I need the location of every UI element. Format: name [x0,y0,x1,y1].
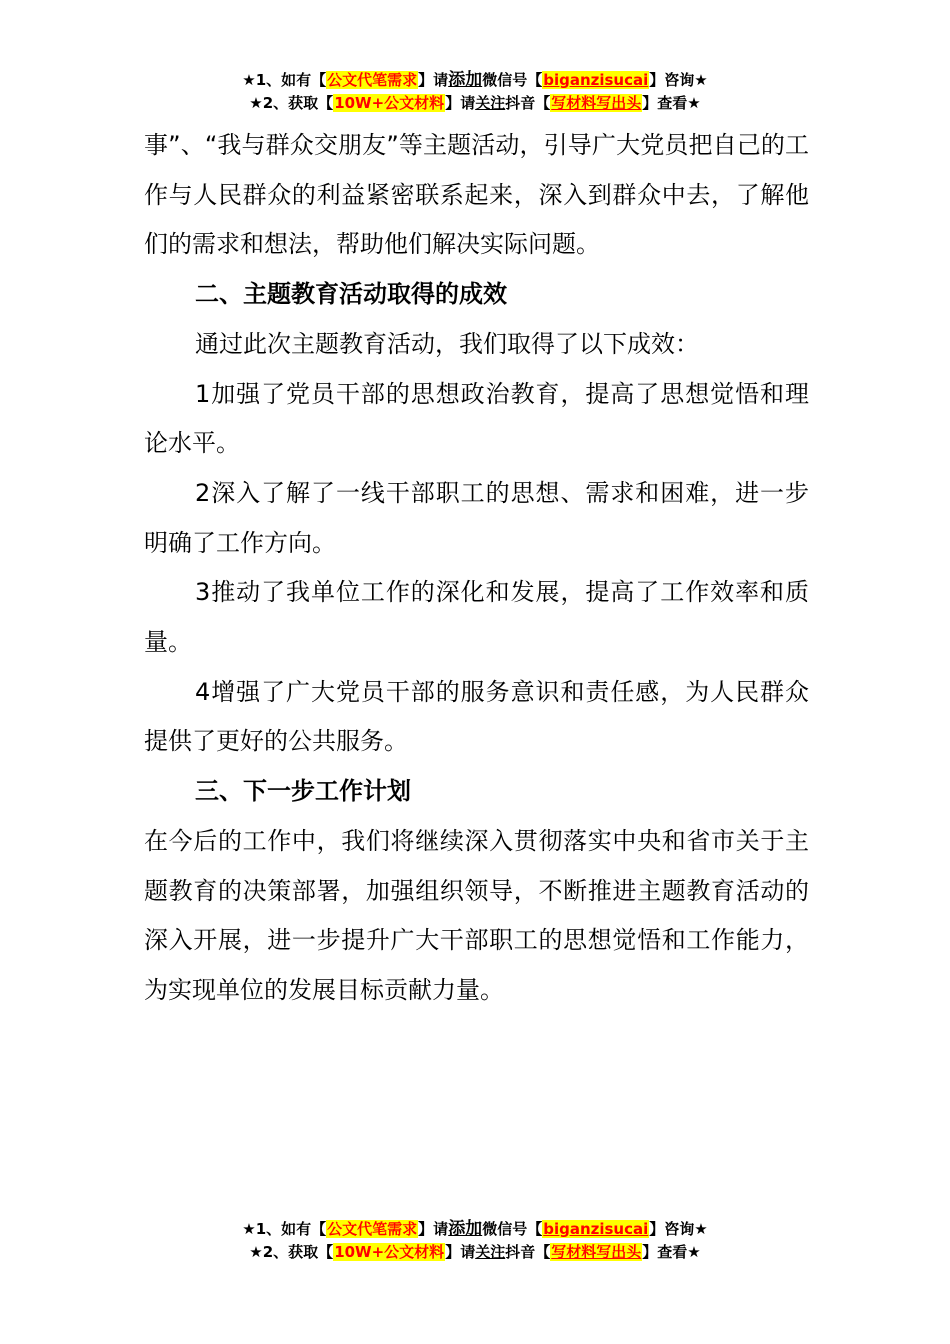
banner-text: ★2、获取【 [249,1243,334,1261]
banner-text: ★1、如有【 [242,71,327,89]
banner-highlight: 10W+公文材料 [334,1243,445,1261]
banner-text: 】查看★ [642,1243,701,1261]
banner-highlight: 10W+公文材料 [334,94,445,112]
banner-emphasis: 添加 [448,1219,483,1239]
list-item-3: 3推动了我单位工作的深化和发展，提高了工作效率和质量。 [144,578,809,657]
section-heading-2: 二、主题教育活动取得的成效 [195,280,507,309]
banner-highlight: 写材料写出头 [551,1243,642,1261]
banner-line-2 [0,92,950,115]
list-item-1: 1加强了党员干部的思想政治教育，提高了思想觉悟和理论水平。 [144,379,809,458]
banner-highlight: 公文代笔需求 [327,71,418,89]
paragraph-continued: 事”、“我与群众交朋友”等主题活动，引导广大党员把自己的工作与人民群众的利益紧密联系起来，深入到群众中去，了解他们的需求和想法，帮助他们解决实际问题。 [144,131,809,259]
banner-line-1 [0,69,950,92]
banner-text: ★1、如有【 [242,1220,327,1238]
banner-line-1 [0,1218,950,1241]
footer-banner [0,1218,950,1264]
list-item-4: 4增强了广大党员干部的服务意识和责任感，为人民群众提供了更好的公共服务。 [144,677,809,756]
banner-text: 】查看★ [642,94,701,112]
banner-text: 】咨询★ [649,1220,708,1238]
banner-text: 】请 [445,94,476,112]
banner-text: ★2、获取【 [249,94,334,112]
banner-emphasis: 添加 [448,70,483,90]
banner-text: 】请 [418,1220,449,1238]
banner-text: 】请 [418,71,449,89]
banner-line-2 [0,1241,950,1264]
document-body [144,121,809,1016]
banner-text: 】请 [445,1243,476,1261]
section-heading-3: 三、下一步工作计划 [195,777,411,806]
banner-highlight: biganzisucai [543,71,649,89]
paragraph-intro: 通过此次主题教育活动，我们取得了以下成效： [195,329,699,358]
banner-text: 微信号【 [482,1220,543,1238]
banner-highlight: 公文代笔需求 [327,1220,418,1238]
banner-text: 】咨询★ [649,71,708,89]
list-item-2: 2深入了解了一线干部职工的思想、需求和困难，进一步明确了工作方向。 [144,478,809,557]
banner-highlight: 写材料写出头 [551,94,642,112]
banner-text: 微信号【 [482,71,543,89]
banner-text: 抖音【 [505,1243,551,1261]
banner-text: 抖音【 [505,94,551,112]
banner-highlight: biganzisucai [543,1220,649,1238]
banner-emphasis: 关注 [475,94,506,112]
paragraph-closing: 在今后的工作中，我们将继续深入贯彻落实中央和省市关于主题教育的决策部署，加强组织领导，不断推进主题教育活动的深入开展，进一步提升广大干部职工的思想觉悟和工作能力，为实现单位的发展目标贡献力量。 [144,826,809,1004]
header-banner [0,69,950,115]
banner-emphasis: 关注 [475,1243,506,1261]
